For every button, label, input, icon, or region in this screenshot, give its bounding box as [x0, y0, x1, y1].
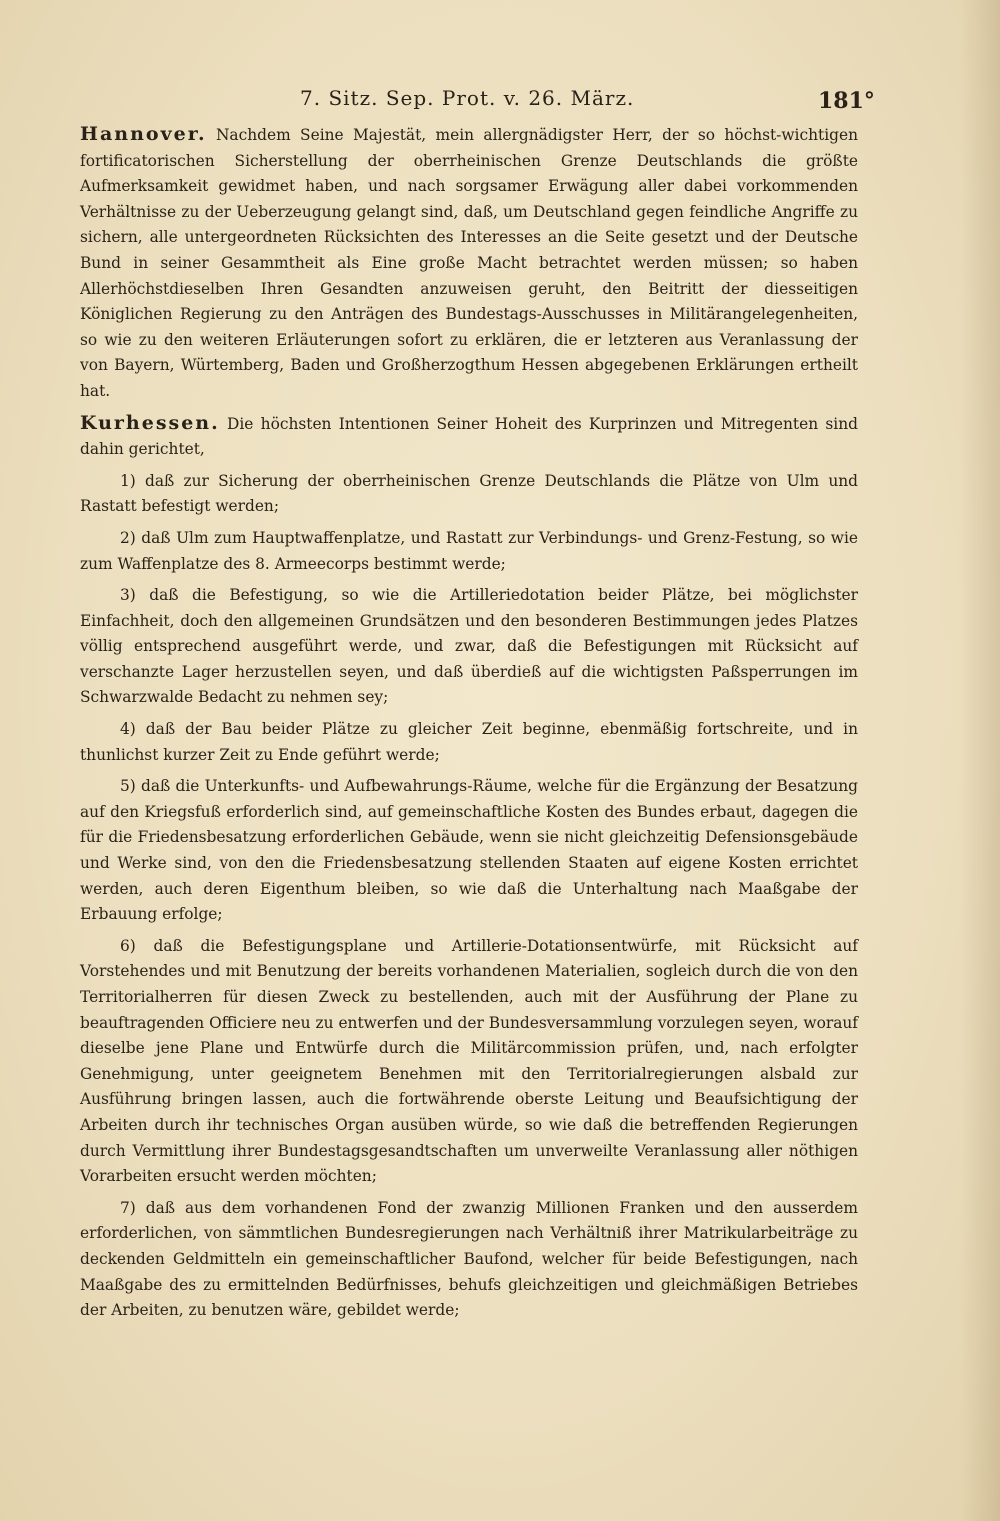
page-body: [80, 122, 858, 1330]
list-item: 1) daß zur Sicherung der oberrheinischen Grenze Deutschlands die Plätze von Ulm und Rastatt befestigt werden;: [80, 471, 858, 516]
list-item: 4) daß der Bau beider Plätze zu gleicher Zeit beginne, ebenmäßig fortschreite, und in thunlichst kurzer Zeit zu Ende geführt werde;: [80, 720, 858, 764]
section-text-kurhessen: Die höchsten Intentionen Seiner Hoheit des Kurprinzen und Mitregenten sind dahin gerichtet,: [80, 414, 858, 459]
section-hannover: [80, 122, 858, 405]
page-header: [0, 80, 1000, 120]
state-name-hannover: Hannover.: [80, 123, 207, 145]
list-item: 7) daß aus dem vorhandenen Fond der zwanzig Millionen Franken und den ausserdem erforderlichen, von sämmtlichen Bundesregierungen nach Verhältniß ihrer Matrikularbeiträge zu deckenden Geldmitteln ein gemeinschaftlicher Baufond, welcher für beide Befestigungen, nach Maaßgabe des zu ermittelnden Bedürfnisses, behufs gleichzeitigen und gleichmäßigen Betriebes der Arbeiten, zu benutzen wäre, gebildet werde;: [80, 1198, 858, 1320]
list-item: 3) daß die Befestigung, so wie die Artilleriedotation beider Plätze, bei möglichster Einfachheit, doch den allgemeinen Grundsätzen und den besonderen Bestimmungen jedes Platzes völlig entsprechend ausgeführt werde, und zwar, daß die Befestigungen mit Rücksicht auf verschanzte Lager herzustellen seyen, und daß überdieß auf die wichtigsten Paßsperrungen im Schwarzwalde Bedacht zu nehmen sey;: [80, 586, 858, 707]
running-head: 7. Sitz. Sep. Prot. v. 26. März.: [300, 86, 635, 110]
section-text-hannover: Nachdem Seine Majestät, mein allergnädigster Herr, der so höchst-wichtigen fortificatorischen Sicherstellung der oberrheinischen Grenze Deutschlands die größte Aufmerksamkeit gewidmet haben, und nach sorgsamer Erwägung aller dabei vorkommenden Verhältnisse zu der Ueberzeugung gelangt sind, daß, um Deutschland gegen feindliche Angriffe zu sichern, alle untergeordneten Rücksichten des Interesses an die Seite gesetzt und der Deutsche Bund in seiner Gesammtheit als Eine große Macht betrachtet werden müssen; so haben Allerhöchstdieselben Ihren Gesandten anzuweisen geruht, den Beitritt der diesseitigen Königlichen Regierung zu den Anträgen des Bundestags-Ausschusses in Militärangelegenheiten, so wie zu den weiteren Erläuterungen sofort zu erklären, die er letzteren aus Veranlassung der von Bayern, Würtemberg, Baden und Großherzogthum Hessen abgegebenen Erklärungen ertheilt hat.: [80, 126, 858, 400]
state-name-kurhessen: Kurhessen.: [80, 411, 220, 434]
page-number: 181°: [818, 88, 875, 114]
section-kurhessen: [80, 411, 858, 463]
list-item: 5) daß die Unterkunfts- und Aufbewahrungs-Räume, welche für die Ergänzung der Besatzung auf den Kriegsfuß erforderlich sind, auf gemeinschaftliche Kosten des Bundes erbaut, dagegen die für die Friedensbesatzung erforderlichen Gebäude, wenn sie nicht gleichzeitig Defensionsgebäude und Werke sind, von den die Friedensbesatzung stellenden Staaten auf eigene Kosten errichtet werden, auch deren Eigenthum bleiben, so wie daß die Unterhaltung nach Maaßgabe der Erbauung erfolge;: [80, 777, 858, 924]
list-item: 2) daß Ulm zum Hauptwaffenplatze, und Rastatt zur Verbindungs- und Grenz-Festung, so wie zum Waffenplatze des 8. Armeecorps bestimmt werde;: [80, 528, 858, 573]
page-edge-shadow: [960, 0, 1000, 1521]
list-item: 6) daß die Befestigungsplane und Artillerie-Dotationsentwürfe, mit Rücksicht auf Vorstehendes und mit Benutzung der bereits vorhandenen Materialien, sogleich durch die von den Territorialherren für diesen Zweck zu bestellenden, auch mit der Ausführung der Plane zu beauftragenden Officiere neu zu entwerfen und der Bundesversammlung vorzulegen seyen, worauf dieselbe jene Plane und Entwürfe durch die Militärcommission prüfen, und, nach erfolgter Genehmigung, unter geeignetem Benehmen mit den Territorialregierungen alsbald zur Ausführung bringen lassen, auch die fortwährende oberste Leitung und Beaufsichtigung der Arbeiten durch ihr technisches Organ ausüben würde, so wie daß die betreffenden Regierungen durch Vermittlung ihrer Bundestagsgesandtschaften um unverweilte Veranlassung aller nöthigen Vorarbeiten ersucht werden möchten;: [80, 936, 858, 1186]
